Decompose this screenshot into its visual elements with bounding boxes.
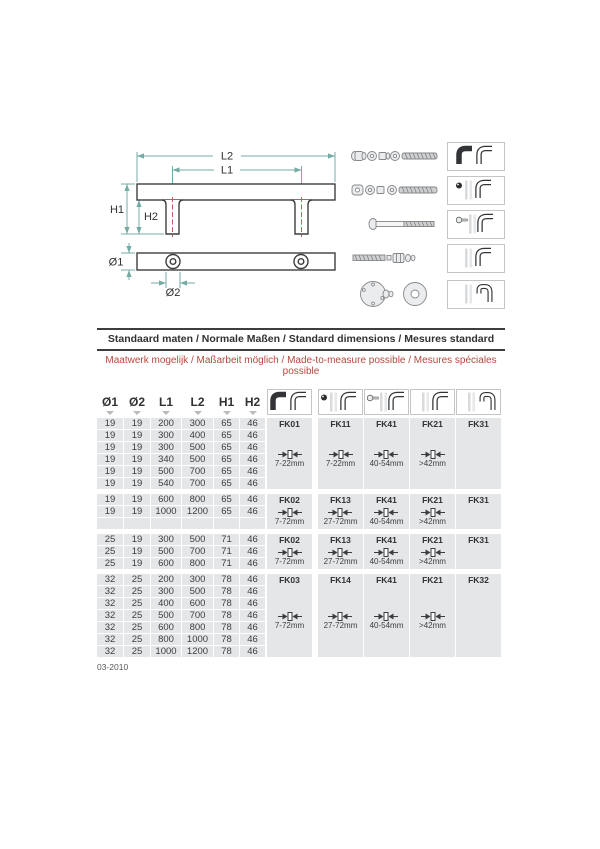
fk-thickness-range: >42mm — [419, 516, 446, 526]
dimension-cell: 25 — [124, 634, 150, 645]
fk-thickness-range: 27-72mm — [323, 516, 358, 526]
panel-thickness-icon-wrap — [328, 612, 352, 621]
top-section — [97, 140, 505, 312]
screw-head-through-panel-icon — [456, 179, 496, 201]
dimension-cell: 46 — [240, 622, 265, 633]
fk-code-cell — [267, 494, 312, 529]
mount-box-1 — [447, 142, 505, 171]
mount-type-header-box — [267, 389, 312, 415]
panel-thickness-icon-wrap — [328, 548, 352, 557]
dimension-cell: 32 — [97, 574, 123, 585]
mount-type-header-box — [364, 389, 409, 415]
dimension-cell: 19 — [124, 478, 150, 489]
fk-detail — [419, 585, 446, 657]
panel-thickness-icon-wrap — [374, 548, 398, 557]
panel-thickness-icon — [421, 450, 445, 459]
angled-handle-mount-icon — [456, 283, 496, 305]
fk-code-cell — [410, 574, 455, 657]
fixing-row-1 — [349, 140, 505, 172]
panel-thickness-icon-wrap — [278, 612, 302, 621]
empty-cell — [97, 518, 123, 529]
dimension-cell: 500 — [182, 442, 213, 453]
fixing-row-5 — [349, 276, 505, 312]
fk-detail — [275, 545, 304, 569]
dimension-cell: 400 — [151, 598, 181, 609]
dimension-cell: 71 — [214, 534, 239, 545]
column-header — [151, 395, 181, 415]
fk-code-cell — [267, 534, 312, 569]
panel-thickness-icon — [328, 548, 352, 557]
dimension-cell: 800 — [182, 622, 213, 633]
mount-box-3 — [447, 210, 505, 239]
fk-code: FK21 — [422, 575, 443, 585]
fk-code: FK31 — [468, 419, 489, 429]
column-header-label: H1 — [218, 395, 235, 409]
dimension-cell: 400 — [182, 430, 213, 441]
dimension-cell: 300 — [182, 418, 213, 429]
dimension-cell: 500 — [151, 466, 181, 477]
dimension-cell: 19 — [124, 418, 150, 429]
dimension-cell: 46 — [240, 558, 265, 569]
fk-code-cell — [364, 534, 409, 569]
panel-thickness-icon — [374, 612, 398, 621]
column-header — [97, 395, 123, 415]
fk-code-cell — [364, 574, 409, 657]
table-group-3 — [97, 534, 505, 569]
dimension-cell: 19 — [97, 466, 123, 477]
dimension-cell: 700 — [182, 478, 213, 489]
panel-thickness-icon — [374, 548, 398, 557]
column-header-label: Ø1 — [101, 395, 118, 409]
arrow-down-icon — [249, 411, 257, 415]
fk-code-cell — [267, 418, 312, 489]
dimension-cell: 700 — [182, 546, 213, 557]
fk-code-cell — [456, 574, 501, 657]
mount-box-2 — [447, 176, 505, 205]
fk-detail — [275, 505, 304, 529]
fk-thickness-range: 40-54mm — [369, 556, 404, 566]
fk-detail — [275, 585, 304, 657]
fk-code: FK03 — [279, 575, 300, 585]
fk-detail — [324, 585, 358, 657]
mount-type-header-box — [410, 389, 455, 415]
dimension-grid — [97, 418, 263, 489]
dimension-cell: 200 — [151, 418, 181, 429]
fk-thickness-range: 40-54mm — [369, 620, 404, 630]
panel-thickness-icon — [374, 508, 398, 517]
dimension-cell: 600 — [151, 622, 181, 633]
empty-cell — [151, 518, 181, 529]
dimension-cell: 25 — [97, 546, 123, 557]
date-code: 03-2010 — [97, 662, 129, 672]
dimension-cell: 600 — [182, 598, 213, 609]
rosette-and-cover-icon — [349, 277, 441, 311]
mount-box-5 — [447, 280, 505, 309]
dimension-cell: 46 — [240, 574, 265, 585]
fk-code: FK41 — [376, 419, 397, 429]
dimension-cell: 600 — [151, 558, 181, 569]
dimension-cell: 71 — [214, 546, 239, 557]
fk-code-cell — [364, 418, 409, 489]
fk-thickness-range: 40-54mm — [369, 458, 404, 468]
panel-thickness-icon-wrap — [328, 508, 352, 517]
fk-code-cell — [364, 494, 409, 529]
fk-detail — [419, 429, 446, 489]
fixing-row-2 — [349, 174, 505, 206]
fk-detail — [275, 429, 304, 489]
dimension-cell: 25 — [124, 610, 150, 621]
panel-thickness-icon — [278, 612, 302, 621]
fk-code: FK02 — [279, 535, 300, 545]
dimension-cell: 19 — [124, 494, 150, 505]
column-header-label: L1 — [158, 395, 173, 409]
dimension-cell: 78 — [214, 610, 239, 621]
fk-thickness-range: >42mm — [419, 620, 446, 630]
dimension-cell: 46 — [240, 534, 265, 545]
dimension-cell: 500 — [182, 534, 213, 545]
fk-code-cell — [410, 418, 455, 489]
dimension-cell: 500 — [182, 586, 213, 597]
dimension-cell: 78 — [214, 634, 239, 645]
dimension-cell: 25 — [97, 534, 123, 545]
panel-thickness-icon-wrap — [329, 450, 353, 459]
dimension-cell: 19 — [124, 466, 150, 477]
dimension-cell: 46 — [240, 598, 265, 609]
fk-code: FK32 — [468, 575, 489, 585]
fk-code: FK21 — [422, 535, 443, 545]
dimension-cell: 25 — [124, 646, 150, 657]
panel-thickness-icon — [329, 450, 353, 459]
dimension-cell: 500 — [151, 610, 181, 621]
dimension-cell: 800 — [182, 558, 213, 569]
fk-code-cell — [318, 494, 363, 529]
fk-code-cell — [318, 534, 363, 569]
dimension-cell: 300 — [151, 430, 181, 441]
dimension-cell: 700 — [182, 466, 213, 477]
panel-thickness-icon — [278, 508, 302, 517]
dimension-cell: 32 — [97, 634, 123, 645]
table-group-1 — [97, 418, 505, 489]
dimension-cell: 300 — [151, 442, 181, 453]
arrow-down-icon — [194, 411, 202, 415]
dimension-cell: 19 — [124, 558, 150, 569]
dimension-cell: 32 — [97, 586, 123, 597]
panel-thickness-icon-wrap — [278, 450, 302, 459]
column-header-label: L2 — [190, 395, 205, 409]
fk-detail — [326, 429, 355, 489]
dimension-cell: 600 — [151, 494, 181, 505]
fk-detail — [370, 429, 404, 489]
dimension-grid — [97, 494, 263, 529]
dimension-cell: 19 — [97, 494, 123, 505]
panel-thickness-icon-wrap — [421, 612, 445, 621]
empty-cell — [182, 518, 213, 529]
fk-code-cell — [456, 534, 501, 569]
panel-thickness-icon-wrap — [421, 450, 445, 459]
dimension-cell: 25 — [124, 598, 150, 609]
fk-detail — [324, 505, 358, 529]
dimension-cell: 32 — [97, 598, 123, 609]
dimension-cell: 19 — [97, 442, 123, 453]
fk-detail — [324, 545, 358, 569]
column-header — [214, 395, 239, 415]
panel-thickness-icon — [328, 612, 352, 621]
fk-code: FK01 — [279, 419, 300, 429]
dimension-cell: 32 — [97, 610, 123, 621]
fk-code: FK41 — [376, 535, 397, 545]
panel-thickness-icon-wrap — [421, 508, 445, 517]
dimension-cell: 25 — [97, 558, 123, 569]
fk-thickness-range: 40-54mm — [369, 516, 404, 526]
dimension-cell: 19 — [97, 454, 123, 465]
standard-dimensions-heading: Standaard maten / Normale Maßen / Standard dimensions / Mesures standard — [107, 333, 495, 345]
panel-thickness-icon — [278, 450, 302, 459]
fk-detail — [370, 545, 404, 569]
mount-type-header-box — [318, 389, 363, 415]
dimension-cell: 700 — [182, 610, 213, 621]
dimension-cell: 71 — [214, 558, 239, 569]
page-content — [97, 140, 505, 672]
dimension-cell: 19 — [97, 418, 123, 429]
dimension-cell: 19 — [124, 534, 150, 545]
column-header-label: Ø2 — [128, 395, 145, 409]
fixing-row-3 — [349, 208, 505, 240]
dimension-cell: 46 — [240, 466, 265, 477]
fk-code: FK31 — [468, 495, 489, 505]
table-header-row — [97, 389, 505, 415]
fk-detail — [370, 505, 404, 529]
panel-thickness-icon-wrap — [278, 548, 302, 557]
dimension-cell: 46 — [240, 646, 265, 657]
fk-detail — [370, 585, 404, 657]
empty-cell — [214, 518, 239, 529]
handle-side-view — [137, 184, 335, 234]
dimension-cell: 1200 — [182, 506, 213, 517]
fk-thickness-range: >42mm — [419, 556, 446, 566]
fk-code: FK13 — [330, 535, 351, 545]
fk-thickness-range: 7-22mm — [274, 458, 305, 468]
dimension-cell: 65 — [214, 454, 239, 465]
dimension-cell: 25 — [124, 586, 150, 597]
dimension-cell: 200 — [151, 574, 181, 585]
dimension-cell: 65 — [214, 506, 239, 517]
table-group-2 — [97, 494, 505, 529]
dimension-cell: 32 — [97, 622, 123, 633]
dimension-cell: 540 — [151, 478, 181, 489]
fk-thickness-range: 7-72mm — [274, 620, 305, 630]
label-d1: Ø1 — [108, 256, 124, 269]
panel-thickness-icon-wrap — [421, 548, 445, 557]
fk-thickness-range: 27-72mm — [323, 556, 358, 566]
dimension-cell: 300 — [151, 586, 181, 597]
dimension-cell: 25 — [124, 622, 150, 633]
fk-thickness-range: 7-22mm — [325, 458, 356, 468]
dimension-cell: 46 — [240, 546, 265, 557]
fk-thickness-range: 7-72mm — [274, 556, 305, 566]
panel-thickness-icon — [328, 508, 352, 517]
dimensions-table — [97, 389, 505, 657]
dimension-cell: 65 — [214, 442, 239, 453]
dimension-cell: 46 — [240, 430, 265, 441]
fk-code: FK41 — [376, 575, 397, 585]
column-header — [240, 395, 265, 415]
dimension-cell: 300 — [151, 534, 181, 545]
fk-code: FK02 — [279, 495, 300, 505]
label-d2: Ø2 — [165, 287, 181, 299]
dimension-cell: 46 — [240, 586, 265, 597]
handle-top-view — [137, 253, 335, 270]
column-headers — [97, 395, 263, 415]
dimension-cell: 78 — [214, 586, 239, 597]
fk-code-cell — [318, 574, 363, 657]
dimension-cell: 25 — [124, 574, 150, 585]
dimension-cell: 65 — [214, 466, 239, 477]
fk-code: FK14 — [330, 575, 351, 585]
empty-cell — [124, 518, 150, 529]
label-l1: L1 — [220, 164, 234, 177]
fk-code: FK21 — [422, 495, 443, 505]
dimension-cell: 78 — [214, 598, 239, 609]
dimension-cell: 46 — [240, 506, 265, 517]
angled-handle-mount-icon — [459, 391, 499, 413]
fk-thickness-range: 7-72mm — [274, 516, 305, 526]
fixing-row-4 — [349, 242, 505, 274]
dimension-cell: 19 — [97, 478, 123, 489]
handle-dimension-drawing — [97, 140, 349, 312]
dimension-cell: 32 — [97, 646, 123, 657]
dimension-cell: 19 — [124, 546, 150, 557]
fixing-options-list — [349, 140, 505, 312]
dimension-cell: 1000 — [151, 506, 181, 517]
wall-mount-icon — [456, 247, 496, 269]
column-header — [182, 395, 213, 415]
label-h1: H1 — [109, 204, 125, 216]
dimension-cell: 78 — [214, 646, 239, 657]
panel-thickness-icon — [374, 450, 398, 459]
fk-code-cell — [410, 494, 455, 529]
dimension-cell: 46 — [240, 454, 265, 465]
dimension-cell: 78 — [214, 574, 239, 585]
fk-detail — [419, 545, 446, 569]
dimension-cell: 800 — [151, 634, 181, 645]
cap-nut-washers-rod-icon — [349, 141, 441, 171]
panel-thickness-icon-wrap — [374, 612, 398, 621]
dimension-cell: 46 — [240, 478, 265, 489]
arrow-down-icon — [223, 411, 231, 415]
dome-head-bolt-icon — [349, 209, 441, 239]
dimension-cell: 1000 — [151, 646, 181, 657]
dimension-cell: 46 — [240, 610, 265, 621]
dimension-cell: 19 — [124, 454, 150, 465]
fk-thickness-range: 27-72mm — [323, 620, 358, 630]
dimension-cell: 800 — [182, 494, 213, 505]
dimension-cell: 19 — [124, 506, 150, 517]
dimension-cell: 19 — [124, 442, 150, 453]
dimension-cell: 46 — [240, 634, 265, 645]
fk-code: FK13 — [330, 495, 351, 505]
dimension-cell: 65 — [214, 418, 239, 429]
dimension-cell: 46 — [240, 494, 265, 505]
centerlines — [173, 197, 302, 237]
panel-thickness-icon — [421, 612, 445, 621]
dimension-cell: 500 — [151, 546, 181, 557]
arrow-down-icon — [162, 411, 170, 415]
fk-thickness-range: >42mm — [419, 458, 446, 468]
panel-thickness-icon — [278, 548, 302, 557]
label-h2: H2 — [143, 211, 159, 223]
dimension-cell: 19 — [124, 430, 150, 441]
dimension-cell: 19 — [97, 506, 123, 517]
sleeve-nut-washers-rod-icon — [349, 175, 441, 205]
fk-code: FK31 — [468, 535, 489, 545]
fk-code-cell — [410, 534, 455, 569]
fk-code: FK41 — [376, 495, 397, 505]
fk-code-cell — [456, 494, 501, 529]
dimension-cell: 65 — [214, 494, 239, 505]
dimension-cell: 500 — [182, 454, 213, 465]
dimension-cell: 65 — [214, 478, 239, 489]
dimension-cell: 65 — [214, 430, 239, 441]
made-to-measure-note: Maatwerk mogelijk / Maßarbeit möglich / Made-to-measure possible / Mesures spéciales possible — [105, 355, 497, 377]
dimension-cell: 46 — [240, 418, 265, 429]
column-header — [124, 395, 150, 415]
dimension-grid — [97, 574, 263, 657]
arrow-down-icon — [106, 411, 114, 415]
dimension-grid — [97, 534, 263, 569]
bolt-through-wall-icon — [456, 213, 496, 235]
dimension-cell: 46 — [240, 442, 265, 453]
label-l2: L2 — [220, 150, 234, 163]
dimension-cell: 1200 — [182, 646, 213, 657]
section-header — [97, 328, 505, 377]
dimension-cell: 19 — [97, 430, 123, 441]
mount-box-4 — [447, 244, 505, 273]
table-group-4 — [97, 574, 505, 657]
dimension-cell: 78 — [214, 622, 239, 633]
bolt-through-wall-icon — [367, 391, 407, 413]
fk-detail — [419, 505, 446, 529]
anchor-stud-nut-cap-icon — [349, 243, 441, 273]
fk-code: FK11 — [330, 419, 351, 429]
wall-mount-icon — [413, 391, 453, 413]
dimension-cell: 300 — [182, 574, 213, 585]
panel-thickness-icon-wrap — [374, 508, 398, 517]
handle-pair-back-to-back-icon — [270, 391, 310, 413]
dimension-cell: 340 — [151, 454, 181, 465]
panel-thickness-icon — [421, 548, 445, 557]
screw-head-through-panel-icon — [321, 391, 361, 413]
panel-thickness-icon-wrap — [278, 508, 302, 517]
handle-pair-back-to-back-icon — [456, 145, 496, 167]
panel-thickness-icon-wrap — [374, 450, 398, 459]
panel-thickness-icon — [421, 508, 445, 517]
mount-type-header-box — [456, 389, 501, 415]
empty-cell — [240, 518, 265, 529]
fk-code-cell — [318, 418, 363, 489]
arrow-down-icon — [133, 411, 141, 415]
fk-code-cell — [267, 574, 312, 657]
fk-code-cell — [456, 418, 501, 489]
column-header-label: H2 — [244, 395, 261, 409]
dimension-cell: 1000 — [182, 634, 213, 645]
fk-code: FK21 — [422, 419, 443, 429]
